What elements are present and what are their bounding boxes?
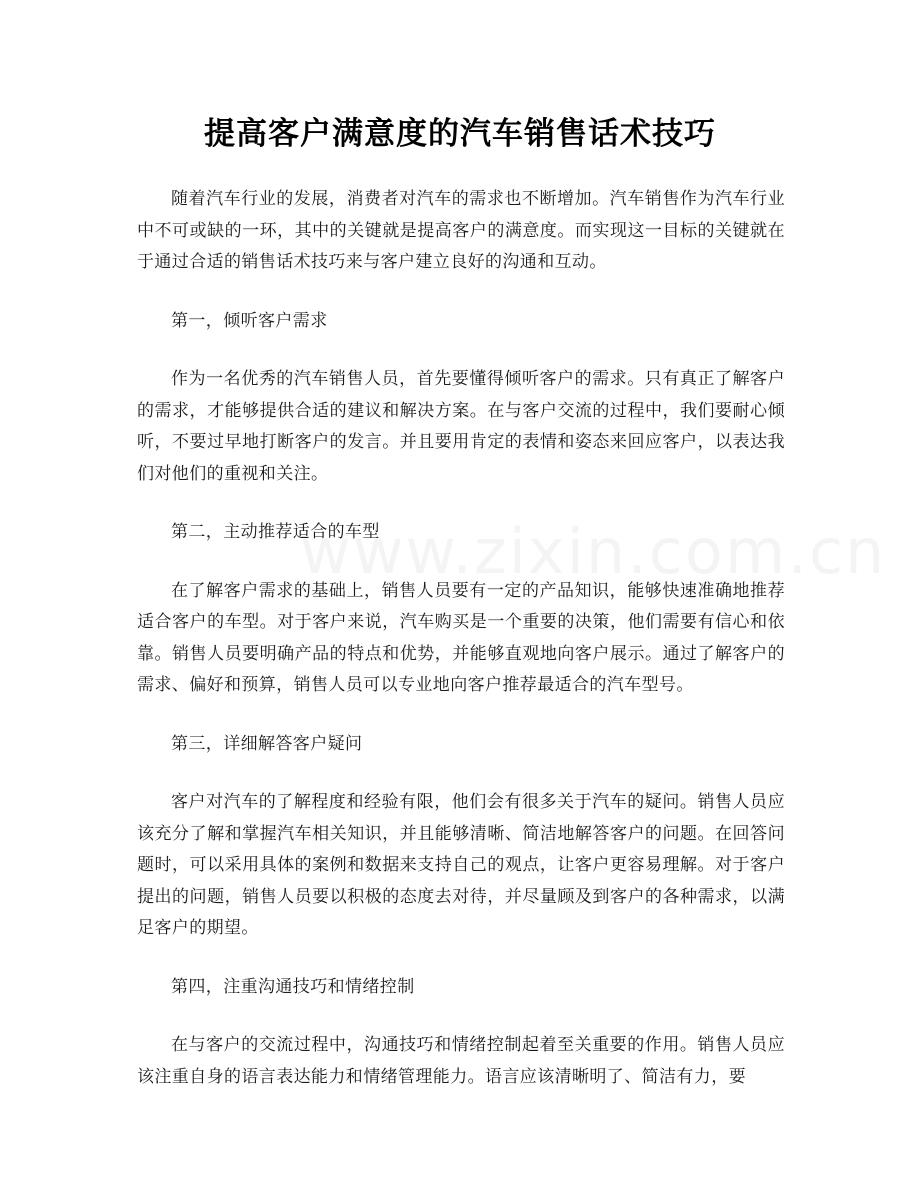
paragraph-2: 在了解客户需求的基础上，销售人员要有一定的产品知识，能够快速准确地推荐适合客户的车型。对于客户来说，汽车购买是一个重要的决策，他们需要有信心和依靠。销售人员要明确产品的特点和优势，并能够直观地向客户展示。通过了解客户的需求、偏好和预算，销售人员可以专业地向客户推荐最适合的汽车型号。 [137, 580, 785, 695]
document-body [137, 184, 785, 1093]
section-heading-4: 第四，注重沟通技巧和情绪控制 [171, 976, 415, 997]
section-heading-3: 第三，详细解答客户疑问 [171, 733, 363, 754]
section-heading-2: 第二，主动推荐适合的车型 [171, 522, 380, 542]
paragraph-3: 客户对汽车的了解程度和经验有限，他们会有很多关于汽车的疑问。销售人员应该充分了解和掌握汽车相关知识，并且能够清晰、简洁地解答客户的问题。在回答问题时，可以采用具体的案例和数据来支持自己的观点，让客户更容易理解。对于客户提出的问题，销售人员要以积极的态度去对待，并尽量顾及到客户的各种需求，以满足客户的期望。 [137, 792, 785, 938]
paragraph-1: 作为一名优秀的汽车销售人员，首先要懂得倾听客户的需求。只有真正了解客户的需求，才能够提供合适的建议和解决方案。在与客户交流的过程中，我们要耐心倾听，不要过早地打断客户的发言。并且要用肯定的表情和姿态来回应客户，以表达我们对他们的重视和关注。 [137, 369, 785, 484]
paragraph-intro: 随着汽车行业的发展，消费者对汽车的需求也不断增加。汽车销售作为汽车行业中不可或缺的一环，其中的关键就是提高客户的满意度。而实现这一目标的关键就在于通过合适的销售话术技巧来与客户建立良好的沟通和互动。 [137, 189, 785, 272]
section-heading-1: 第一，倾听客户需求 [171, 310, 328, 331]
paragraph-4: 在与客户的交流过程中，沟通技巧和情绪控制起着至关重要的作用。销售人员应该注重自身的语言表达能力和情绪管理能力。语言应该清晰明了、简洁有力，要 [137, 1035, 785, 1087]
document-title: 提高客户满意度的汽车销售话术技巧 [204, 116, 716, 152]
